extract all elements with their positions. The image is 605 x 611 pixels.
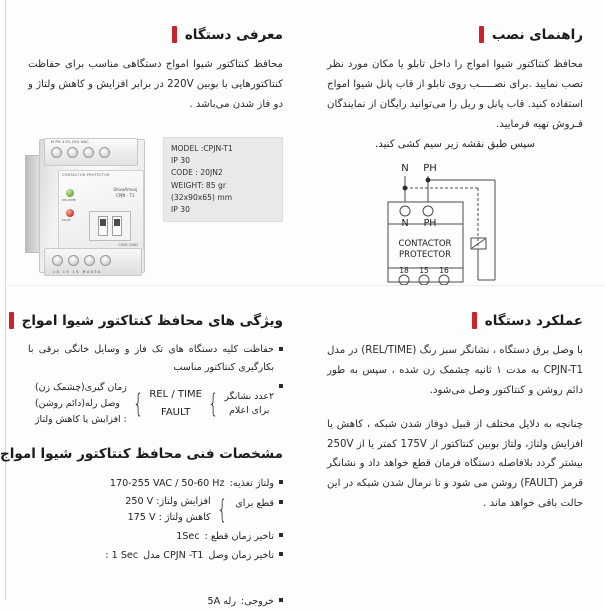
bottom-screw-terminals — [52, 255, 111, 266]
device-body — [39, 139, 145, 273]
diagram-label-n-top: N — [401, 163, 409, 175]
tech-row-cutoff-delay — [28, 527, 283, 546]
operation-paragraph-2: چنانچه به دلایل مختلف از قبیل دوفاز شدن شبکه ، کاهش یا افزایش ولتاژ، ولتاژ بوبین کنتاکتور از 175V کمتر یا از 250V بیشتر گردد بلافاصله دستگاه فرمان قطع خواهد داد و نشانگر قرمز (FAULT) روشن می شود و تا نرمال شدن شبکه در این حالت باقی خواهد ماند . — [327, 418, 583, 510]
features-heading-row — [21, 312, 283, 329]
diagram-device-label-line2: PROTECTOR — [398, 250, 452, 261]
feature-item-indicators — [28, 378, 283, 434]
diagram-terminal-16: 16 — [439, 266, 449, 276]
accent-bar-icon — [479, 26, 484, 43]
cutoff-overvoltage-value: 250 V — [125, 495, 154, 507]
brand-name: ShivaAmvaj — [113, 186, 137, 192]
tech-row-supply-voltage — [28, 474, 283, 493]
cutoff-values-group — [125, 494, 230, 528]
device-face-code: CODE 20JN2 — [118, 242, 138, 247]
tech-spec-list — [28, 474, 283, 610]
spec-code: CODE : 20JN2 — [171, 168, 223, 178]
indicator-rel-time-label: REL / TIME — [149, 389, 202, 401]
diagram-device-label-line1: CONTACTOR — [398, 239, 452, 250]
installation-heading: راهنمای نصب — [491, 26, 583, 43]
bullet-square-icon — [279, 347, 283, 351]
device-top-terminal-block — [44, 138, 138, 166]
feature-item — [28, 341, 283, 376]
spacer — [28, 566, 283, 592]
screw-icon — [99, 147, 110, 158]
device-face-title: CONTACTOR PROTECTOR — [62, 172, 110, 177]
tech-value-output: رله 5A — [207, 595, 236, 607]
intro-paragraph: محافظ کنتاکتور شیوا امواج دستگاهی مناسب برای حفاظت کنتاکتورهایی با بوبین 220V در برابر افزایش و کاهش ولتاژ و دو فاز شدن می‌باشد . — [28, 59, 283, 110]
tech-label-output: خروجی: — [240, 595, 274, 607]
accent-bar-icon — [172, 26, 177, 43]
wiring-note: سپس طبق نقشه زیر سیم کشی کنید. — [374, 138, 536, 150]
bullet-square-icon — [279, 500, 283, 504]
device-operation-panel — [305, 285, 605, 600]
tech-label-cutoff-delay: تاخیر زمان قطع : — [204, 531, 274, 543]
features-heading: ویژگی های محافظ کنتاکتور شیوا امواج — [21, 312, 283, 329]
tech-row-connect-delay — [28, 546, 283, 565]
product-photo-row — [28, 129, 283, 279]
cutoff-undervoltage — [125, 510, 210, 527]
diagram-label-n-device: N — [401, 218, 409, 230]
spec-weight: WEIGHT: 85 gr — [171, 180, 226, 190]
screw-icon — [67, 147, 78, 158]
indicator-group — [35, 380, 274, 428]
diagram-terminal-15: 15 — [419, 266, 429, 276]
tech-heading: مشخصات فنی محافظ کنتاکتور شیوا امواج — [0, 446, 283, 463]
spec-ip-top: IP 30 — [171, 155, 190, 165]
screw-icon — [83, 147, 94, 158]
diagram-label-ph-top: PH — [423, 163, 437, 175]
cutoff-brace-icon: } — [216, 494, 228, 525]
indicator-intro-line1: ۲عدد نشانگر — [224, 391, 274, 403]
tech-row-cutoff — [28, 494, 283, 528]
features-list — [28, 341, 283, 434]
dip-switch-icon — [98, 216, 108, 236]
fault-led-icon — [66, 209, 74, 217]
cutoff-value-rows — [125, 494, 210, 528]
indicator-intro-line2: برای اعلام — [229, 405, 270, 417]
bullet-square-icon — [279, 384, 283, 388]
wiring-diagram-svg — [360, 158, 550, 288]
screw-icon — [68, 255, 79, 266]
spec-model: MODEL :CPJN-T1 — [171, 143, 233, 153]
brand-model: CPJN - T1 — [116, 192, 135, 198]
screw-icon — [52, 255, 63, 266]
dip-switch-block — [89, 211, 131, 241]
operation-paragraph-1: با وصل برق دستگاه ، نشانگر سبز رنگ (REL/TIME) در مدل CPJN-T1 به مدت ۱ ثانیه چشمک زن شده ، سپس به طور دائم روشن و کنتاکتور وصل می‌شود. — [327, 345, 583, 396]
top-screw-terminals — [51, 147, 110, 158]
device-bottom-terminal-block — [44, 248, 142, 276]
indicator-fault-desc: : افزایش یا کاهش ولتاژ — [35, 414, 127, 426]
spec-ip-bottom: IP 30 — [171, 205, 190, 215]
bullet-square-icon — [279, 552, 283, 556]
tech-label-connect-delay: تاخیر زمان وصل — [208, 550, 274, 562]
dip-switch-icon — [112, 216, 122, 236]
cutoff-overvoltage-label: افزایش ولتاژ: — [156, 495, 211, 507]
diagram-label-ph-device: PH — [423, 218, 437, 230]
bullet-square-icon — [279, 598, 283, 602]
indicator-intro-label — [224, 390, 274, 418]
cutoff-undervoltage-value: 175 V — [127, 512, 156, 524]
wiring-diagram — [327, 158, 583, 288]
bullet-square-icon — [279, 533, 283, 537]
indicator-rel-desc-2: وصل رله(دائم روشن) — [35, 398, 120, 410]
rel-time-led-label: REL/TIME — [62, 197, 76, 202]
indicator-rel-desc-1: زمان گیری(چشمک زن) — [35, 382, 127, 394]
accent-bar-icon — [472, 312, 477, 329]
intro-heading: معرفی دستگاه — [184, 26, 283, 43]
installation-paragraph: محافظ کنتاکتور شیوا امواج را داخل تابلو یا مکان مورد نظر نصب نمایید .برای نصـــــب روی تابلو از قاب پانل شیوا امواج استفاده کنید. قاب پانل و ریل را می‌توانید رایگان از نمایندگان فـروش تهیه فرمایید. — [327, 59, 583, 130]
tech-connect-model: مدل CPJN -T1 — [143, 550, 204, 562]
screw-icon — [100, 255, 111, 266]
tech-value-supply-voltage: 170-255 VAC / 50-60 Hz — [109, 478, 225, 490]
features-and-specs-panel — [0, 285, 305, 607]
product-photo — [25, 129, 157, 279]
tech-heading-row — [0, 446, 283, 463]
intro-heading-row — [28, 26, 283, 43]
cutoff-overvoltage — [125, 494, 210, 511]
cutoff-undervoltage-label: کاهش ولتاژ : — [158, 512, 211, 524]
spec-dimensions: (32x90x65) mm — [171, 192, 233, 202]
indicator-fault-label: FAULT — [161, 407, 191, 419]
operation-heading: عملکرد دستگاه — [484, 312, 583, 329]
device-bottom-labels: 18 15 16 MAX5A — [53, 269, 102, 274]
indicator-descriptions — [35, 380, 127, 428]
tech-label-supply-voltage: ولتاژ تغذیه: — [229, 478, 274, 490]
spec-box — [163, 137, 283, 223]
tech-label-cutoff: قطع برای — [235, 497, 274, 509]
fault-led-label: FAULT — [62, 217, 71, 222]
installation-heading-row — [327, 26, 583, 43]
outer-brace-icon: } — [208, 389, 219, 420]
rel-time-led-icon — [66, 189, 74, 197]
tech-row-output — [28, 592, 283, 611]
bullet-square-icon — [279, 480, 283, 484]
feature-text: حفاظت کلیه دستگاه های تک فاز و وسایل خانگی برقی با بکارگیری کنتاکتور مناسب — [28, 344, 274, 373]
tech-connect-value: : 1 Sec — [105, 550, 139, 562]
device-intro-panel — [5, 0, 305, 285]
installation-guide-panel — [305, 0, 605, 285]
inner-brace-icon: } — [132, 389, 144, 420]
device-top-labels: N PH 170-255 VAC — [51, 139, 89, 144]
device-front-face — [58, 170, 144, 250]
tech-value-cutoff-delay: 1Sec — [176, 531, 200, 543]
screw-icon — [51, 147, 62, 158]
diagram-terminal-18: 18 — [399, 266, 409, 276]
operation-heading-row — [327, 312, 583, 329]
screw-icon — [84, 255, 95, 266]
accent-bar-icon — [9, 312, 14, 329]
indicator-latin-labels — [149, 386, 202, 422]
brand-mark — [113, 187, 137, 199]
